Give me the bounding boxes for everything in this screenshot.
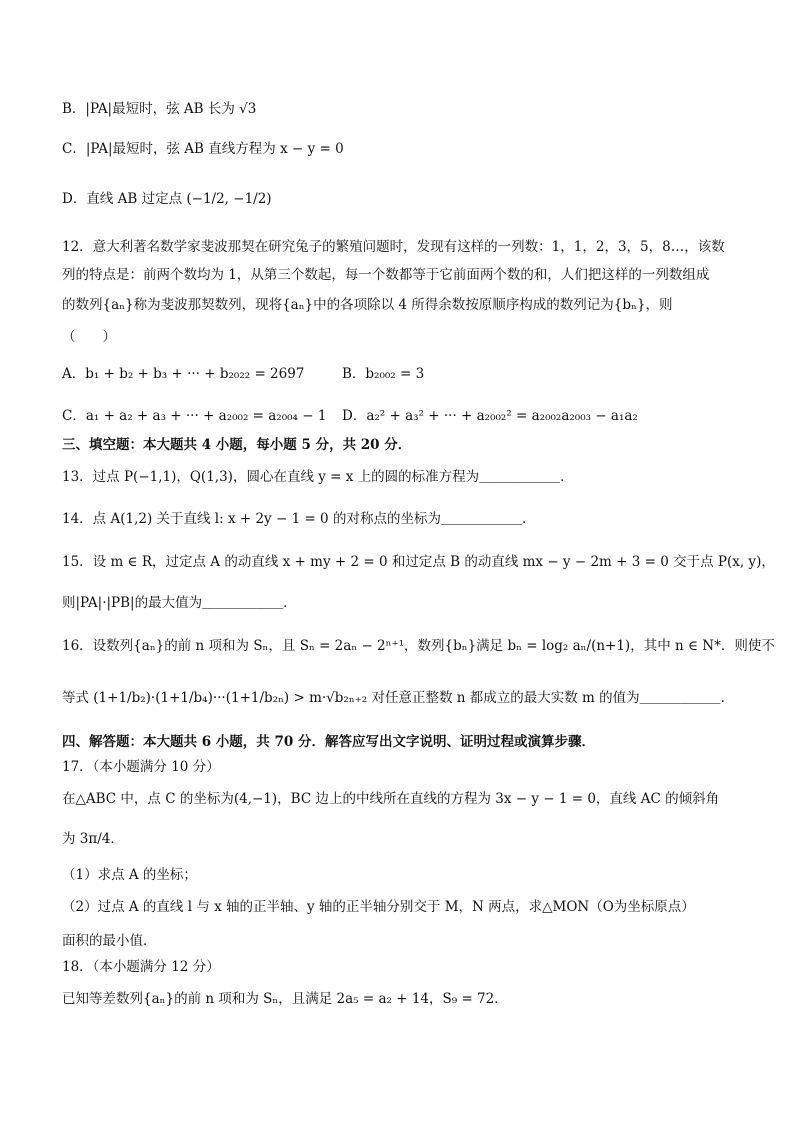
q17-line-1: 在△ABC 中，点 C 的坐标为(4,−1)，BC 边上的中线所在直线的方程为 3x − y − 1 = 0，直线 AC 的倾斜角 [62, 791, 720, 807]
q17-line-2: 为 3π/4． [62, 831, 124, 847]
option-b-line: B．|PA|最短时，弦 AB 长为 √3 [62, 101, 257, 117]
q16-line-2: 等式 (1+1/b₂)·(1+1/b₄)···(1+1/b₂ₙ) > m·√b₂ₙ₊₂ 对任意正整数 n 都成立的最大实数 m 的值为＿＿＿＿＿＿． [62, 690, 735, 706]
q12-option-a: A．b₁ + b₂ + b₃ + ··· + b₂₀₂₂ = 2697 [62, 366, 305, 382]
option-d-line: D．直线 AB 过定点 (−1/2, −1/2) [62, 191, 272, 207]
q13: 13．过点 P(−1,1)，Q(1,3)，圆心在直线 y = x 上的圆的标准方程为＿＿＿＿＿＿． [62, 469, 574, 485]
q14: 14．点 A(1,2) 关于直线 l: x + 2y − 1 = 0 的对称点的坐标为＿＿＿＿＿＿． [62, 511, 536, 527]
q12-paren: （ ） [62, 329, 116, 345]
q15-line-1: 15．设 m ∈ R，过定点 A 的动直线 x + my + 2 = 0 和过定点 B 的动直线 mx − y − 2m + 3 = 0 交于点 P(x, y)， [62, 554, 775, 570]
q12-option-c: C．a₁ + a₂ + a₃ + ··· + a₂₀₀₂ = a₂₀₀₄ − 1 [62, 408, 327, 424]
q17-part-2-cont: 面积的最小值． [62, 933, 157, 949]
q18-title: 18．（本小题满分 12 分） [62, 959, 220, 975]
section-3-heading: 三、填空题：本大题共 4 小题，每小题 5 分，共 20 分． [62, 437, 412, 453]
q18-line-1: 已知等差数列{aₙ}的前 n 项和为 Sₙ，且满足 2a₅ = a₂ + 14，S₉ = 72． [62, 991, 508, 1007]
option-c-line: C．|PA|最短时，弦 AB 直线方程为 x − y = 0 [62, 141, 344, 157]
section-4-heading: 四、解答题：本大题共 6 小题，共 70 分．解答应写出文字说明、证明过程或演算步骤． [62, 734, 595, 750]
q12-option-d: D．a₂² + a₃² + ··· + a₂₀₀₂² = a₂₀₀₂a₂₀₀₃ − a₁a₂ [342, 408, 638, 424]
q12-option-b: B．b₂₀₀₂ = 3 [342, 366, 425, 382]
q16-line-1: 16．设数列{aₙ}的前 n 项和为 Sₙ，且 Sₙ = 2aₙ − 2ⁿ⁺¹，数列{bₙ}满足 bₙ = log₂ aₙ/(n+1)，其中 n ∈ N*．则使不 [62, 638, 775, 654]
q12-line-2: 列的特点是：前两个数均为 1，从第三个数起，每一个数都等于它前面两个数的和，人们把这样的一列数组成 [62, 267, 710, 283]
q17-part-2: （2）过点 A 的直线 l 与 x 轴的正半轴、y 轴的正半轴分别交于 M，N 两点，求△MON（O为坐标原点） [62, 899, 695, 915]
q12-line-3: 的数列{aₙ}称为斐波那契数列，现将{aₙ}中的各项除以 4 所得余数按原顺序构成的数列记为{bₙ}，则 [62, 297, 673, 313]
q12-line-1: 12．意大利著名数学家斐波那契在研究兔子的繁殖问题时，发现有这样的一列数：1，1，2，3，5，8…，该数 [62, 239, 725, 255]
q17-part-1: （1）求点 A 的坐标； [62, 867, 197, 883]
q15-line-2: 则|PA|·|PB|的最大值为＿＿＿＿＿＿． [62, 595, 297, 611]
q17-title: 17．（本小题满分 10 分） [62, 759, 220, 775]
